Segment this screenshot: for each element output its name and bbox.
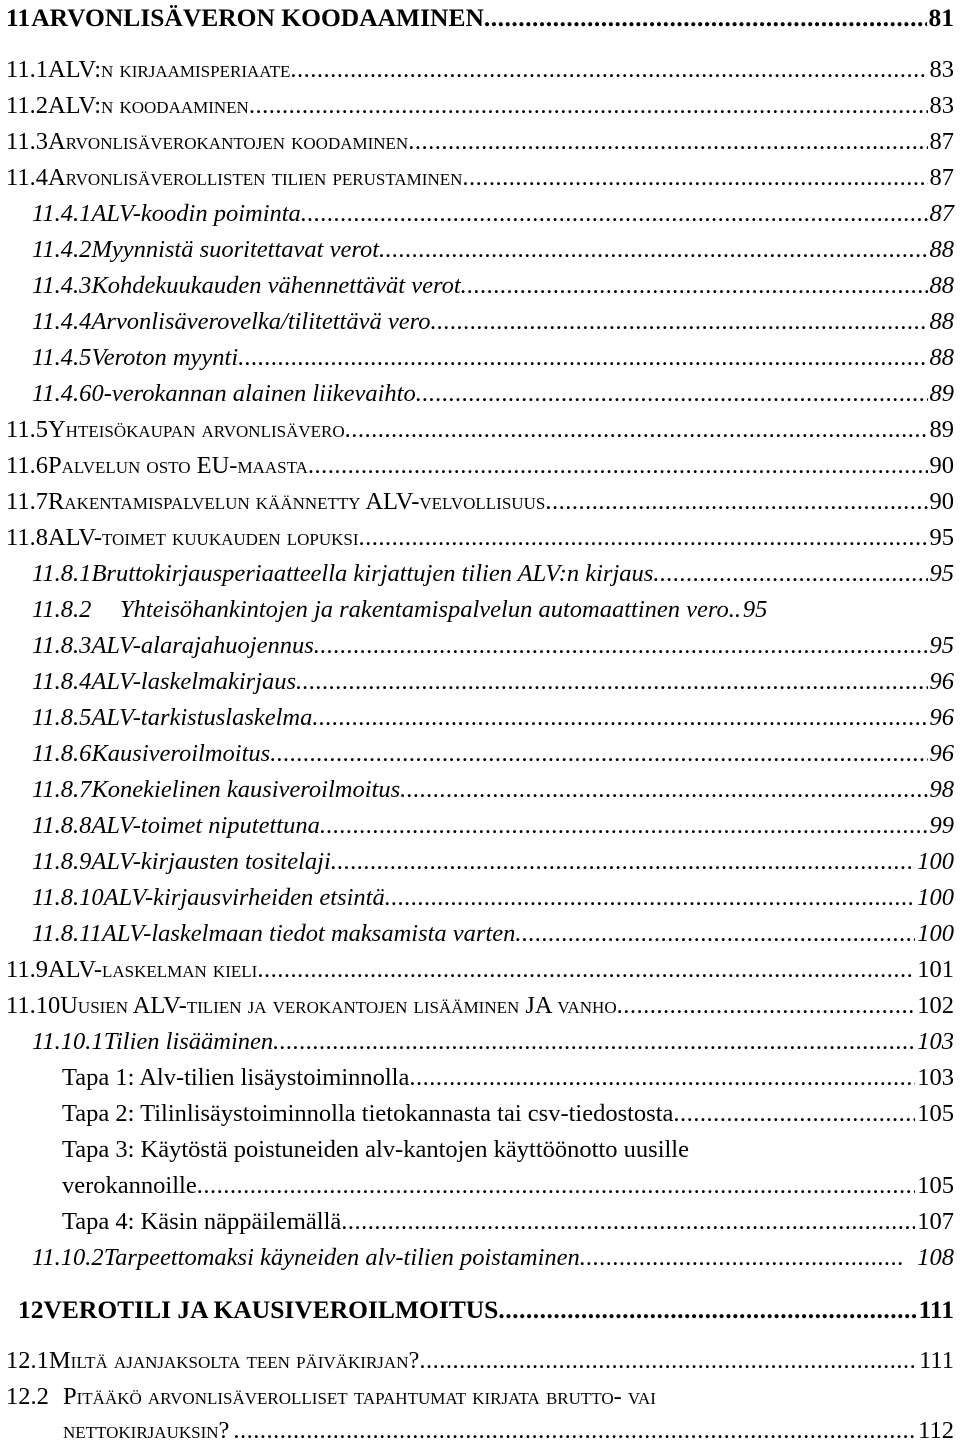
entry-title: Yhteisöhankintojen ja rakentamispalvelun automaattinen vero. bbox=[120, 596, 735, 623]
toc-entry-item[interactable] bbox=[62, 1099, 954, 1129]
entry-page: 103 bbox=[917, 1064, 954, 1091]
entry-page: 98 bbox=[929, 776, 954, 803]
toc-entry-chapter[interactable] bbox=[0, 1295, 954, 1325]
dot-leader bbox=[461, 271, 928, 301]
entry-page: 111 bbox=[918, 1295, 954, 1324]
entry-title: ALV-toimet niputettuna bbox=[91, 812, 320, 839]
entry-title: Pitääkö arvonlisäverolliset tapahtumat kirjata brutto- vai bbox=[63, 1383, 656, 1410]
dot-leader bbox=[580, 1243, 903, 1273]
toc-entry-section[interactable] bbox=[0, 451, 954, 481]
toc-entry-subsection[interactable] bbox=[32, 235, 954, 265]
toc-entry-subsection[interactable] bbox=[32, 595, 954, 625]
entry-page: 99 bbox=[929, 812, 954, 839]
entry-number: 12 bbox=[18, 1295, 44, 1324]
toc-entry-subsection[interactable] bbox=[32, 343, 954, 373]
entry-page: 90 bbox=[929, 452, 954, 479]
entry-page: 96 bbox=[929, 704, 954, 731]
dot-leader bbox=[409, 1063, 915, 1093]
entry-title: Tilien lisääminen bbox=[103, 1028, 274, 1055]
dot-leader bbox=[462, 163, 927, 193]
entry-title: Veroton myynti bbox=[91, 344, 239, 371]
entry-title: ALV-tarkistuslaskelma bbox=[91, 704, 313, 731]
entry-page: 88 bbox=[929, 272, 954, 299]
entry-title: ALV-laskelman kieli bbox=[47, 956, 258, 983]
entry-number: 11.7 bbox=[6, 488, 48, 515]
dot-leader bbox=[385, 883, 916, 913]
entry-title: ALV:n koodaaminen bbox=[47, 92, 249, 119]
entry-number: 11.9 bbox=[6, 956, 48, 983]
entry-page: 88 bbox=[929, 236, 954, 263]
dot-leader bbox=[359, 523, 928, 553]
entry-page: 112 bbox=[918, 1417, 954, 1444]
toc-entry-subsection[interactable] bbox=[32, 883, 954, 913]
dot-leader bbox=[379, 235, 927, 265]
dot-leader bbox=[673, 1099, 915, 1129]
entry-number: 11.1 bbox=[6, 56, 48, 83]
entry-number: 11.8.10 bbox=[32, 884, 104, 911]
toc-entry-section[interactable] bbox=[0, 127, 954, 157]
entry-title: ALV-laskelmaan tiedot maksamista varten bbox=[101, 920, 516, 947]
dot-leader bbox=[197, 1171, 916, 1201]
dot-leader bbox=[515, 919, 915, 949]
entry-title: ALV-laskelmakirjaus bbox=[91, 668, 297, 695]
entry-page: 111 bbox=[919, 1347, 954, 1374]
entry-page: 108 bbox=[917, 1244, 954, 1271]
entry-title: Arvonlisäverokantojen koodaminen bbox=[47, 128, 409, 155]
toc-entry-item-continued[interactable] bbox=[62, 1171, 954, 1201]
dot-leader bbox=[419, 1346, 917, 1376]
entry-title: ALV-koodin poiminta bbox=[91, 200, 301, 227]
entry-number: 11.2 bbox=[6, 92, 48, 119]
entry-title: ALV-kirjausvirheiden etsintä bbox=[103, 884, 385, 911]
entry-page: 95 bbox=[929, 632, 954, 659]
dot-leader bbox=[735, 595, 741, 625]
dot-leader bbox=[484, 3, 927, 33]
entry-page: 100 bbox=[917, 848, 954, 875]
entry-title: ALV-alarajahuojennus bbox=[91, 632, 314, 659]
toc-entry-subsection[interactable] bbox=[32, 631, 954, 661]
entry-number: 11.4.3 bbox=[32, 272, 92, 299]
entry-title: VEROTILI JA KAUSIVEROILMOITUS bbox=[43, 1295, 499, 1324]
entry-title: Tapa 3: Käytöstä poistuneiden alv-kantojen käyttöönotto uusille bbox=[62, 1136, 689, 1163]
entry-number: 11.4.1 bbox=[32, 200, 92, 227]
toc-entry-subsection[interactable] bbox=[32, 559, 954, 589]
entry-page: 96 bbox=[929, 740, 954, 767]
dot-leader bbox=[653, 559, 927, 589]
dot-leader bbox=[308, 451, 928, 481]
entry-title: ALV:n kirjaamisperiaate bbox=[47, 56, 291, 83]
entry-title: verokannoille bbox=[62, 1172, 197, 1199]
toc-entry-section[interactable] bbox=[0, 523, 954, 553]
dot-leader bbox=[545, 487, 927, 517]
entry-page: 89 bbox=[929, 380, 954, 407]
toc-entry-section[interactable] bbox=[0, 415, 954, 445]
dot-leader bbox=[408, 127, 927, 157]
toc-entry-section[interactable] bbox=[0, 1382, 954, 1412]
entry-page: 83 bbox=[929, 92, 954, 119]
entry-number: 11.8.9 bbox=[32, 848, 92, 875]
dot-leader bbox=[249, 91, 928, 121]
entry-page: 105 bbox=[917, 1172, 954, 1199]
entry-page: 107 bbox=[917, 1208, 954, 1235]
entry-title: nettokirjauksin? bbox=[63, 1417, 230, 1444]
entry-page: 88 bbox=[929, 344, 954, 371]
entry-number: 11.8.11 bbox=[32, 920, 102, 947]
entry-number: 11.8.7 bbox=[32, 776, 92, 803]
entry-number: 11.4.6 bbox=[32, 380, 92, 407]
dot-leader bbox=[312, 703, 927, 733]
entry-title: Tarpeettomaksi käyneiden alv-tilien poistaminen bbox=[103, 1244, 580, 1271]
entry-page: 103 bbox=[917, 1028, 954, 1055]
toc-entry-subsection[interactable] bbox=[32, 847, 954, 877]
entry-page: 102 bbox=[917, 992, 954, 1019]
entry-page: 87 bbox=[929, 200, 954, 227]
toc-entry-subsection[interactable] bbox=[32, 667, 954, 697]
toc-entry-subsection[interactable] bbox=[32, 199, 954, 229]
toc-entry-section[interactable] bbox=[0, 163, 954, 193]
entry-title: Palvelun osto EU-maasta bbox=[47, 452, 308, 479]
entry-title: Rakentamispalvelun käännetty ALV-velvollisuus bbox=[47, 488, 546, 515]
entry-number: 11.8.2 bbox=[32, 596, 92, 623]
entry-number: 11.8.3 bbox=[32, 632, 92, 659]
entry-number: 11.8.6 bbox=[32, 740, 92, 767]
entry-page: 95 bbox=[742, 596, 768, 623]
toc-entry-subsection[interactable] bbox=[32, 811, 954, 841]
entry-title: Uusien ALV-tilien ja verokantojen lisääminen JA vanho bbox=[60, 992, 617, 1019]
entry-title: Konekielinen kausiveroilmoitus bbox=[91, 776, 401, 803]
toc-entry-section[interactable] bbox=[0, 91, 954, 121]
entry-page: 100 bbox=[917, 920, 954, 947]
entry-number: 11.8 bbox=[6, 524, 48, 551]
entry-number: 12.1 bbox=[6, 1347, 49, 1374]
dot-leader bbox=[416, 379, 928, 409]
toc-entry-section[interactable] bbox=[0, 1346, 954, 1376]
entry-number: 11.4.4 bbox=[32, 308, 92, 335]
dot-leader bbox=[331, 847, 915, 877]
toc-entry-subsection[interactable] bbox=[32, 379, 954, 409]
entry-page: 101 bbox=[917, 956, 954, 983]
entry-title: Miltä ajanjaksolta teen päiväkirjan? bbox=[48, 1347, 420, 1374]
dot-leader bbox=[290, 55, 927, 85]
dot-leader bbox=[341, 1207, 915, 1237]
toc-entry-item[interactable] bbox=[62, 1135, 954, 1165]
entry-title: ALV-toimet kuukauden lopuksi bbox=[47, 524, 359, 551]
entry-title: Myynnistä suoritettavat verot bbox=[91, 236, 380, 263]
entry-number: 11.8.4 bbox=[32, 668, 92, 695]
dot-leader bbox=[400, 775, 927, 805]
entry-page: 95 bbox=[929, 560, 954, 587]
entry-page: 89 bbox=[929, 416, 954, 443]
entry-number: 11 bbox=[6, 3, 31, 32]
entry-page: 96 bbox=[929, 668, 954, 695]
entry-number: 11.8.8 bbox=[32, 812, 92, 839]
dot-leader bbox=[498, 1295, 916, 1325]
entry-number: 11.10 bbox=[6, 992, 61, 1019]
toc-entry-chapter[interactable] bbox=[0, 3, 954, 33]
toc-entry-section-continued[interactable] bbox=[63, 1416, 954, 1446]
entry-title: ARVONLISÄVERON KOODAAMINEN bbox=[31, 3, 484, 32]
entry-number: 11.10.1 bbox=[32, 1028, 104, 1055]
toc-entry-item[interactable] bbox=[62, 1063, 954, 1093]
toc-entry-subsection[interactable] bbox=[32, 1027, 954, 1057]
entry-page: 87 bbox=[929, 164, 954, 191]
entry-page: 83 bbox=[929, 56, 954, 83]
entry-number: 11.4 bbox=[6, 164, 48, 191]
entry-title: Kohdekuukauden vähennettävät verot bbox=[91, 272, 461, 299]
dot-leader bbox=[314, 631, 928, 661]
entry-title: Kausiveroilmoitus bbox=[91, 740, 271, 767]
dot-leader bbox=[257, 955, 915, 985]
toc-entry-section[interactable] bbox=[0, 55, 954, 85]
toc-entry-subsection[interactable] bbox=[32, 919, 954, 949]
dot-leader bbox=[430, 307, 927, 337]
toc-entry-subsection[interactable] bbox=[32, 703, 954, 733]
dot-leader bbox=[238, 343, 927, 373]
toc-entry-subsection[interactable] bbox=[32, 739, 954, 769]
entry-page: 88 bbox=[929, 308, 954, 335]
toc-entry-subsection[interactable] bbox=[32, 1243, 954, 1273]
toc-entry-section[interactable] bbox=[0, 955, 954, 985]
dot-leader bbox=[617, 991, 916, 1021]
entry-number: 11.3 bbox=[6, 128, 48, 155]
entry-title: Tapa 4: Käsin näppäilemällä bbox=[62, 1208, 342, 1235]
entry-title: Tapa 1: Alv-tilien lisäystoiminnolla bbox=[62, 1064, 410, 1091]
entry-number: 11.4.2 bbox=[32, 236, 92, 263]
entry-title: Bruttokirjausperiaatteella kirjattujen tilien ALV:n kirjaus bbox=[91, 560, 654, 587]
dot-leader bbox=[296, 667, 927, 697]
dot-leader bbox=[270, 739, 927, 769]
entry-number: 11.8.1 bbox=[32, 560, 92, 587]
entry-number: 11.6 bbox=[6, 452, 48, 479]
entry-title: Arvonlisäverovelka/tilitettävä vero bbox=[91, 308, 431, 335]
entry-title: Yhteisökaupan arvonlisävero bbox=[47, 416, 345, 443]
dot-leader bbox=[345, 415, 928, 445]
toc-entry-subsection[interactable] bbox=[32, 307, 954, 337]
entry-number: 11.4.5 bbox=[32, 344, 92, 371]
dot-leader bbox=[233, 1416, 916, 1446]
entry-page: 105 bbox=[917, 1100, 954, 1127]
entry-title: Arvonlisäverollisten tilien perustaminen bbox=[47, 164, 463, 191]
dot-leader bbox=[301, 199, 928, 229]
entry-title: Tapa 2: Tilinlisäystoiminnolla tietokannasta tai csv-tiedostosta bbox=[62, 1100, 674, 1127]
toc-entry-item[interactable] bbox=[62, 1207, 954, 1237]
entry-page: 81 bbox=[928, 3, 954, 32]
entry-title: ALV-kirjausten tositelaji bbox=[91, 848, 331, 875]
entry-number: 12.2 bbox=[6, 1383, 49, 1410]
entry-page: 87 bbox=[929, 128, 954, 155]
toc-entry-section[interactable] bbox=[0, 991, 954, 1021]
toc-entry-subsection[interactable] bbox=[32, 271, 954, 301]
entry-page: 90 bbox=[929, 488, 954, 515]
dot-leader bbox=[273, 1027, 915, 1057]
entry-title: 0-verokannan alainen liikevaihto bbox=[91, 380, 416, 407]
dot-leader bbox=[320, 811, 928, 841]
toc-entry-subsection[interactable] bbox=[32, 775, 954, 805]
entry-page: 95 bbox=[929, 524, 954, 551]
entry-number: 11.10.2 bbox=[32, 1244, 104, 1271]
entry-number: 11.5 bbox=[6, 416, 48, 443]
entry-page: 100 bbox=[917, 884, 954, 911]
entry-number: 11.8.5 bbox=[32, 704, 92, 731]
toc-entry-section[interactable] bbox=[0, 487, 954, 517]
